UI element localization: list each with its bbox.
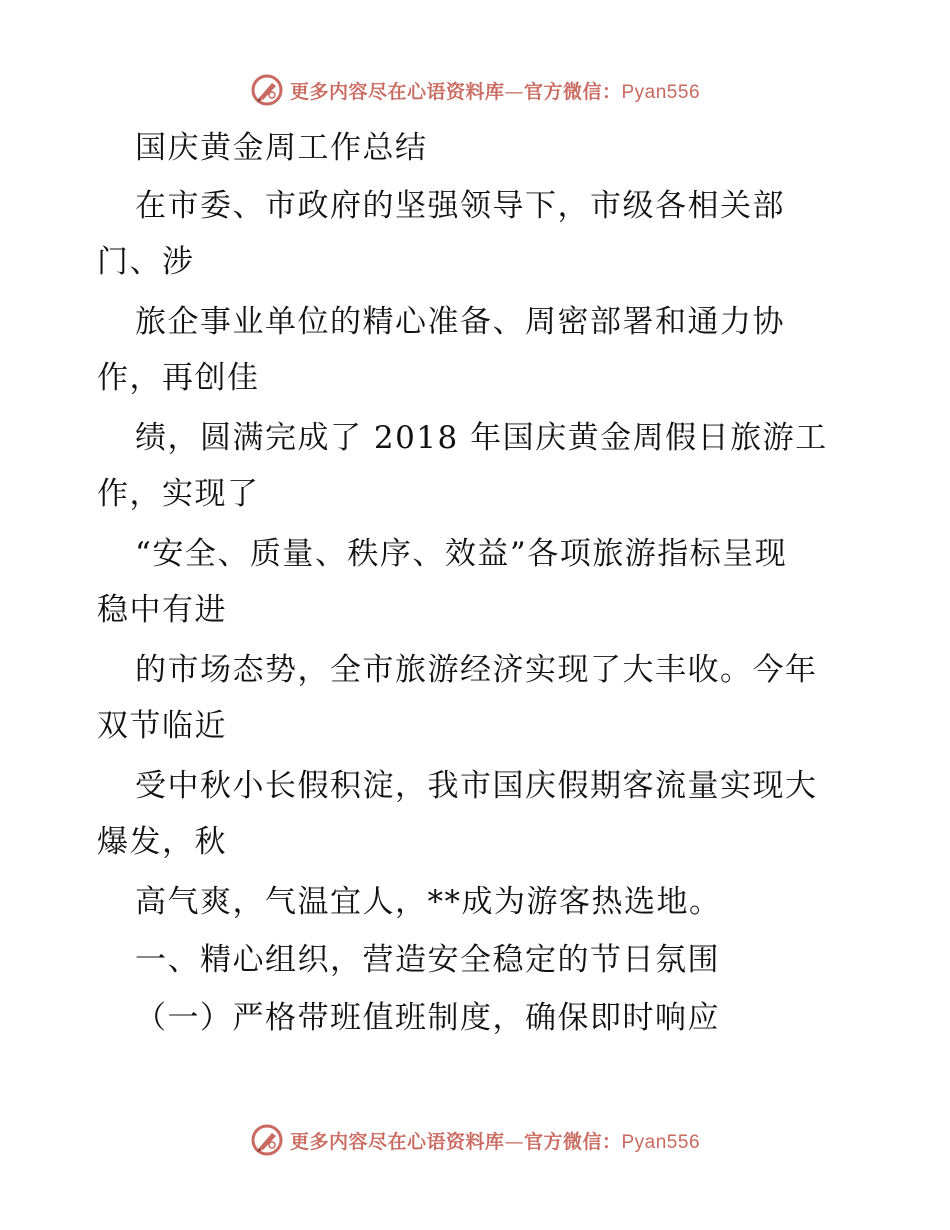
- header-banner-sep: —: [504, 80, 524, 103]
- paragraph-line: 爆发，秋: [97, 824, 227, 860]
- pen-logo-icon: [250, 1123, 284, 1157]
- paragraph-line: 旅企事业单位的精心准备、周密部署和通力协: [135, 304, 785, 340]
- paragraph-line: 双节临近: [97, 708, 227, 744]
- paragraph-line: “安全、质量、秩序、效益”各项旅游指标呈现: [135, 536, 788, 572]
- footer-banner-official: 官方微信：: [523, 1130, 622, 1153]
- paragraph-line: 门、涉: [97, 244, 195, 280]
- header-banner-main: 更多内容尽在心语资料库: [289, 80, 505, 103]
- document-title: 国庆黄金周工作总结: [135, 130, 428, 166]
- footer-banner: [0, 1120, 950, 1160]
- paragraph-line: 绩，圆满完成了 2018 年国庆黄金周假日旅游工: [135, 420, 828, 456]
- paragraph-line: 受中秋小长假积淀，我市国庆假期客流量实现大: [135, 768, 818, 804]
- header-banner: [0, 70, 950, 110]
- footer-banner-id: Pyan556: [621, 1131, 701, 1153]
- paragraph-line: 稳中有进: [97, 592, 227, 628]
- header-banner-text: [290, 77, 700, 104]
- header-banner-official: 官方微信：: [523, 80, 622, 103]
- paragraph-line: 作，实现了: [97, 476, 260, 512]
- paragraph-line: 高气爽，气温宜人，**成为游客热选地。: [135, 884, 722, 920]
- header-banner-id: Pyan556: [621, 81, 701, 103]
- paragraph-line: 在市委、市政府的坚强领导下，市级各相关部: [135, 188, 785, 224]
- paragraph-line: 作，再创佳: [97, 360, 260, 396]
- paragraph-line: 的市场态势，全市旅游经济实现了大丰收。今年: [135, 652, 818, 688]
- section-heading: 一、精心组织，营造安全稳定的节日氛围: [135, 942, 720, 978]
- pen-logo-icon: [250, 73, 284, 107]
- footer-banner-text: [290, 1127, 700, 1154]
- subsection-heading: （一）严格带班值班制度，确保即时响应: [135, 1000, 720, 1036]
- footer-banner-sep: —: [504, 1130, 524, 1153]
- footer-banner-main: 更多内容尽在心语资料库: [289, 1130, 505, 1153]
